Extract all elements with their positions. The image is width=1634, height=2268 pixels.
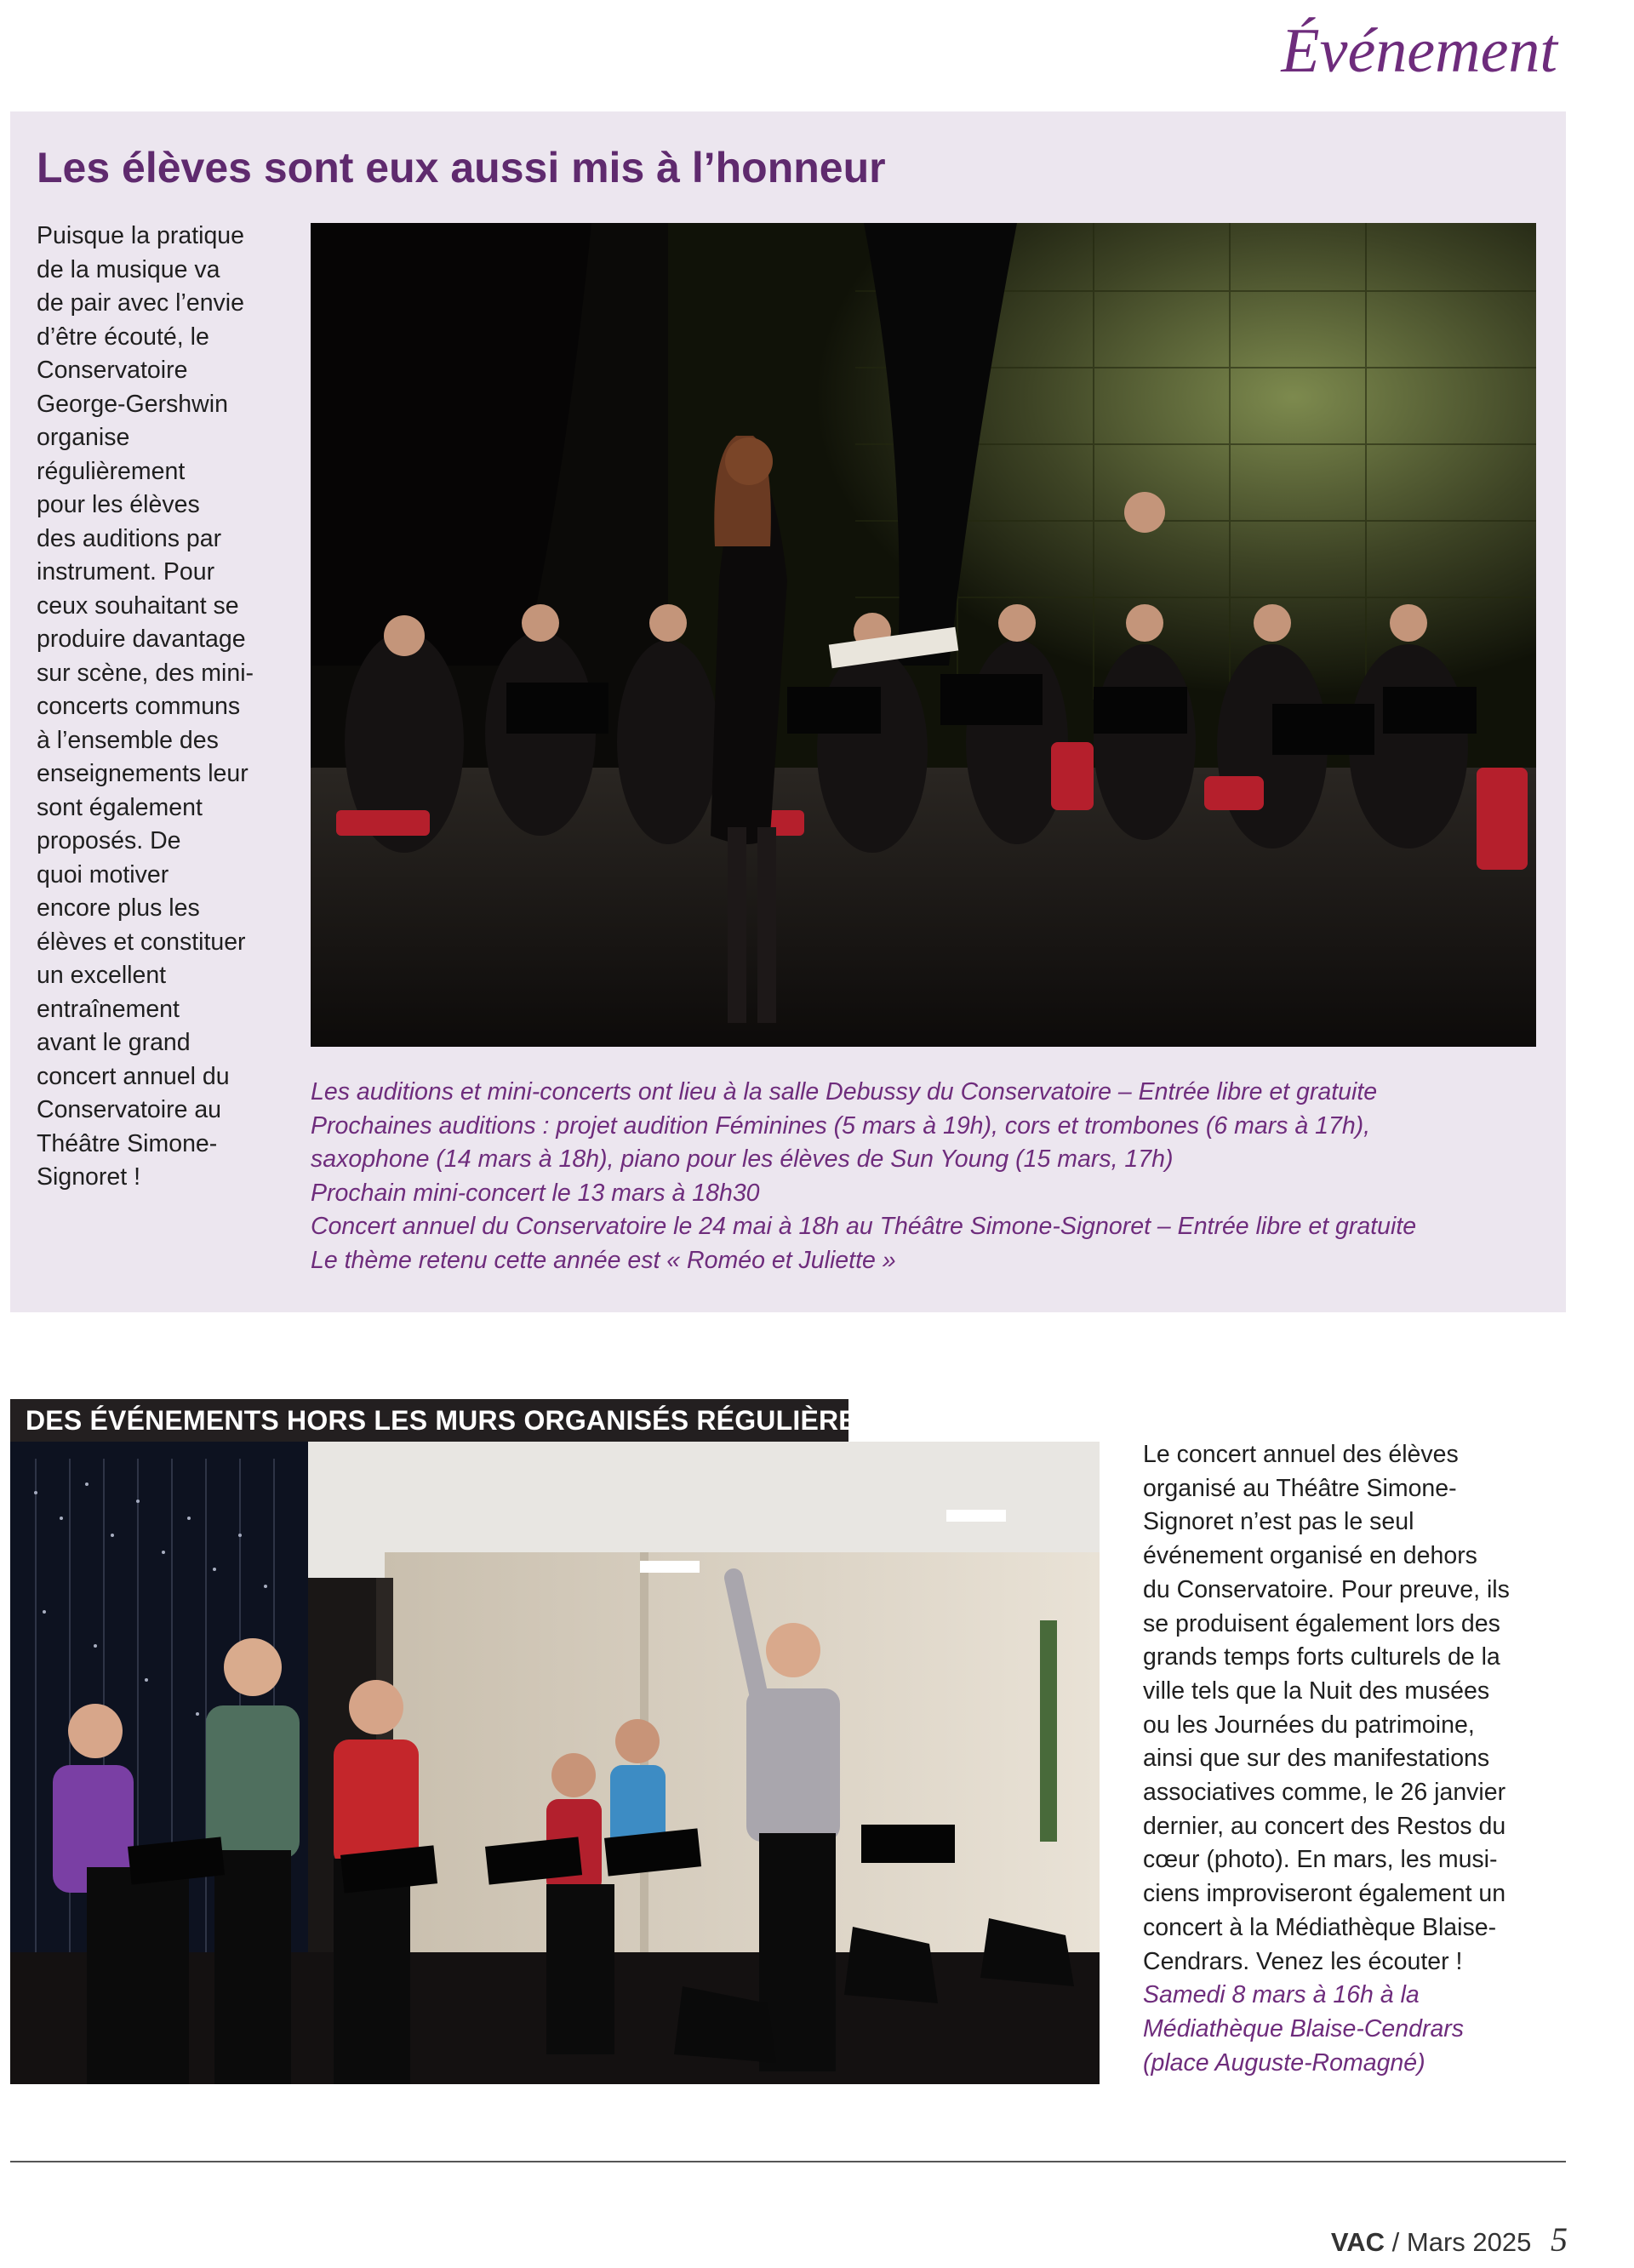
body-line: sont également bbox=[37, 793, 203, 821]
issue-date: Mars 2025 bbox=[1406, 2227, 1532, 2257]
body-line: se produisent également lors des bbox=[1143, 1609, 1500, 1637]
body-line: concert annuel du bbox=[37, 1062, 230, 1090]
body-line: du Conservatoire. Pour preuve, ils bbox=[1143, 1575, 1510, 1603]
article-body bbox=[37, 220, 288, 1195]
body-line: proposés. De bbox=[37, 827, 181, 854]
body-line: un excellent bbox=[37, 962, 167, 989]
body-line: ville tels que la Nuit des musées bbox=[1143, 1677, 1490, 1705]
body-line: organisé au Théâtre Simone- bbox=[1143, 1474, 1457, 1502]
article-title: Les élèves sont eux aussi mis à l’honneur bbox=[37, 144, 886, 191]
body-line: élèves et constituer bbox=[37, 928, 246, 956]
caption-line: Le thème retenu cette année est « Roméo et Juliette » bbox=[311, 1246, 896, 1274]
body-line: Le concert annuel des élèves bbox=[1143, 1441, 1459, 1468]
body-line: pour les élèves bbox=[37, 491, 200, 518]
body-line: régulièrement bbox=[37, 457, 186, 485]
event-info-line: Samedi 8 mars à 16h à la bbox=[1143, 1981, 1420, 2009]
events-body bbox=[1143, 1438, 1551, 2080]
footer-separator: / bbox=[1391, 2227, 1400, 2257]
caption-line: Prochain mini-concert le 13 mars à 18h30 bbox=[311, 1179, 760, 1207]
body-line: de pair avec l’envie bbox=[37, 289, 244, 317]
body-line: de la musique va bbox=[37, 255, 220, 283]
body-line: entraînement bbox=[37, 995, 180, 1023]
body-line: ou les Journées du patrimoine, bbox=[1143, 1711, 1475, 1739]
body-line: encore plus les bbox=[37, 894, 200, 922]
event-info-line: (place Auguste-Romagné) bbox=[1143, 2048, 1425, 2077]
caption-line: Concert annuel du Conservatoire le 24 mai à 18h au Théâtre Simone-Signoret – Entrée libre et gratuite bbox=[311, 1213, 1417, 1240]
footer-divider bbox=[10, 2161, 1566, 2162]
body-line: ainsi que sur des manifestations bbox=[1143, 1745, 1490, 1773]
section-header: Événement bbox=[1281, 16, 1557, 86]
body-line: instrument. Pour bbox=[37, 558, 215, 586]
body-line: des auditions par bbox=[37, 524, 222, 552]
body-line: concerts communs bbox=[37, 693, 241, 720]
body-line: enseignements leur bbox=[37, 760, 249, 787]
body-line: sur scène, des mini- bbox=[37, 659, 254, 687]
body-line: Signoret n’est pas le seul bbox=[1143, 1508, 1414, 1536]
body-line: organise bbox=[37, 424, 130, 451]
section-banner: DES ÉVÉNEMENTS HORS LES MURS ORGANISÉS RÉGULIÈREMENT bbox=[10, 1399, 848, 1442]
page-number: 5 bbox=[1551, 2220, 1568, 2259]
page-footer bbox=[1331, 2219, 1568, 2259]
body-line: quoi motiver bbox=[37, 860, 169, 888]
body-line: ciens improviseront également un bbox=[1143, 1880, 1506, 1908]
body-line: grands temps forts culturels de la bbox=[1143, 1643, 1500, 1671]
body-line: concert à la Médiathèque Blaise- bbox=[1143, 1913, 1497, 1941]
body-line: Signoret ! bbox=[37, 1163, 140, 1191]
body-line: Puisque la pratique bbox=[37, 222, 245, 249]
orchestra-photo bbox=[311, 223, 1536, 1047]
body-line: ceux souhaitant se bbox=[37, 591, 239, 620]
body-line: avant le grand bbox=[37, 1029, 191, 1056]
body-line: dernier, au concert des Restos du bbox=[1143, 1812, 1506, 1840]
body-line: Conservatoire au bbox=[37, 1096, 222, 1123]
caption-line: saxophone (14 mars à 18h), piano pour les élèves de Sun Young (15 mars, 17h) bbox=[311, 1145, 1174, 1173]
body-line: événement organisé en dehors bbox=[1143, 1542, 1477, 1570]
caption-line: Prochaines auditions : projet audition Féminines (5 mars à 19h), cors et trombones (6 mars à 17h), bbox=[311, 1111, 1371, 1140]
body-line: Cendrars. Venez les écouter ! bbox=[1143, 1947, 1463, 1975]
body-line: Théâtre Simone- bbox=[37, 1129, 218, 1157]
body-line: Conservatoire bbox=[37, 357, 188, 384]
body-line: à l’ensemble des bbox=[37, 726, 219, 754]
body-line: George-Gershwin bbox=[37, 390, 228, 418]
students-concert-photo bbox=[10, 1442, 1100, 2084]
magazine-name: VAC bbox=[1330, 2227, 1385, 2257]
caption-line: Les auditions et mini-concerts ont lieu à la salle Debussy du Conservatoire – Entrée libre et gratuite bbox=[311, 1078, 1378, 1105]
body-line: d’être écouté, le bbox=[37, 323, 209, 351]
body-line: cœur (photo). En mars, les musi- bbox=[1143, 1846, 1498, 1874]
event-info-line: Médiathèque Blaise-Cendrars bbox=[1143, 2014, 1465, 2042]
body-line: associatives comme, le 26 janvier bbox=[1143, 1779, 1506, 1807]
photo-caption bbox=[311, 1076, 1553, 1277]
body-line: produire davantage bbox=[37, 626, 246, 653]
